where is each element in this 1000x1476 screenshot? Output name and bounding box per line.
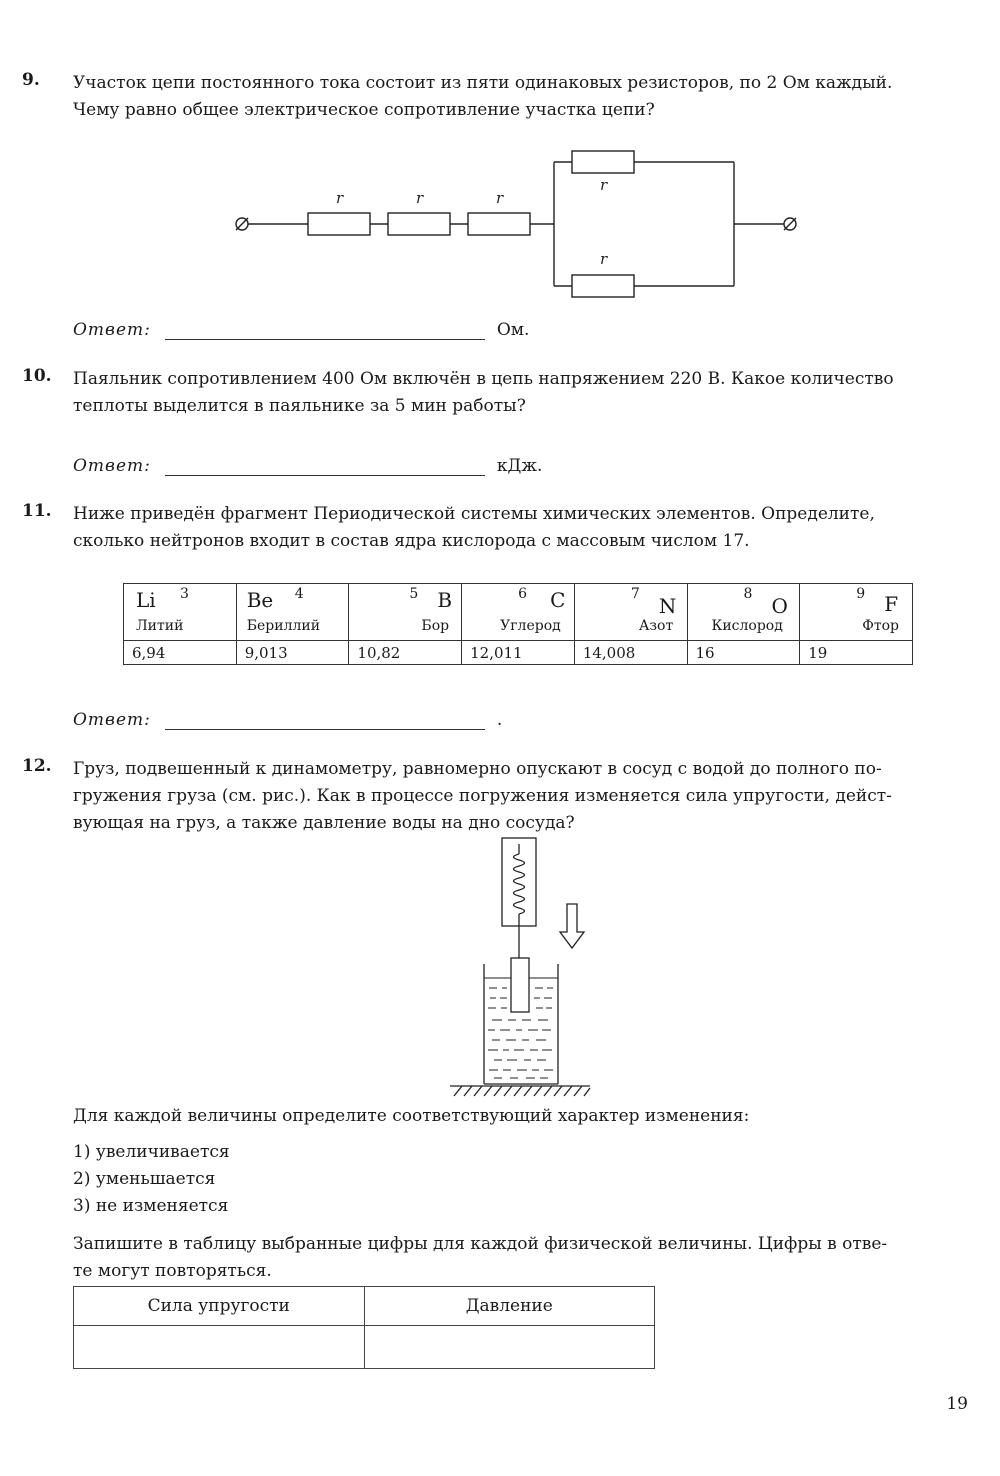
question-10-line-2: теплоты выделится в паяльнике за 5 мин работы? [73, 396, 526, 416]
resistor-2 [388, 213, 450, 235]
question-12-line-1: Груз, подвешенный к динамометру, равномерно опускают в сосуд с водой до полного по- [73, 759, 882, 779]
element-symbol: N [658, 594, 677, 618]
question-9-line-1: Участок цепи постоянного тока состоит из пяти одинаковых резисторов, по 2 Ом каждый. [73, 73, 893, 93]
answer-blank[interactable] [165, 455, 485, 476]
element-cell-c [462, 584, 575, 665]
answer-cell-elastic-force[interactable] [74, 1326, 365, 1369]
question-10-answer [73, 446, 542, 476]
question-12-line-2: гружения груза (см. рис.). Как в процессе погружения изменяется сила упругости, дейст- [73, 786, 892, 806]
element-cell-n [574, 584, 687, 665]
element-mass: 10,82 [349, 640, 461, 664]
question-10-line-1: Паяльник сопротивлением 400 Ом включён в цепь напряжением 220 В. Какое количество [73, 369, 894, 389]
element-name: Фтор [862, 618, 899, 634]
option-1: 1) увеличивается [73, 1142, 230, 1162]
answer-blank[interactable] [165, 319, 485, 340]
down-arrow-icon [560, 904, 584, 948]
resistor-1 [308, 213, 370, 235]
resistor-4 [572, 151, 634, 173]
page-number: 19 [946, 1394, 968, 1414]
element-cell-b [349, 584, 462, 665]
resistor-1-label: r [336, 189, 344, 207]
question-11-text [73, 501, 973, 555]
element-number: 4 [294, 586, 304, 602]
element-cell-f [800, 584, 913, 665]
spring [514, 854, 525, 914]
question-9-line-2: Чему равно общее электрическое сопротивление участка цепи? [73, 100, 655, 120]
element-number: 8 [743, 586, 753, 602]
element-symbol: B [437, 588, 453, 612]
header-pressure: Давление [364, 1287, 655, 1326]
element-mass: 19 [800, 640, 912, 664]
question-9-text [73, 70, 973, 124]
answer-unit: кДж. [496, 456, 543, 476]
resistor-5 [572, 275, 634, 297]
element-mass: 14,008 [575, 640, 687, 664]
resistor-2-label: r [416, 189, 424, 207]
dynamometer-figure [440, 834, 600, 1100]
table-instruction [73, 1231, 973, 1285]
question-9-number: 9. [22, 70, 40, 90]
element-symbol: F [884, 592, 899, 616]
element-mass: 12,011 [462, 640, 574, 664]
answer-label: Ответ: [73, 710, 151, 730]
table-instruction-line-1: Запишите в таблицу выбранные цифры для каждой физической величины. Цифры в отве- [73, 1234, 888, 1254]
question-12-line-3: вующая на груз, а также давление воды на дно сосуда? [73, 813, 575, 833]
question-11-line-1: Ниже приведён фрагмент Периодической системы химических элементов. Определите, [73, 504, 875, 524]
question-11-line-2: сколько нейтронов входит в состав ядра кислорода с массовым числом 17. [73, 531, 750, 551]
element-cell-be [236, 584, 349, 665]
option-3: 3) не изменяется [73, 1196, 229, 1216]
resistor-5-label: r [600, 250, 608, 268]
resistor-3 [468, 213, 530, 235]
element-name: Литий [136, 618, 184, 634]
resistor-4-label: r [600, 176, 608, 194]
element-number: 6 [518, 586, 528, 602]
element-name: Бор [421, 618, 450, 634]
table-instruction-line-2: те могут повторяться. [73, 1261, 272, 1281]
element-cell-li [124, 584, 237, 665]
element-symbol: O [771, 594, 788, 618]
question-11-number: 11. [22, 501, 52, 521]
answer-unit: Ом. [496, 320, 530, 340]
element-number: 5 [409, 586, 419, 602]
question-11-answer [73, 700, 502, 730]
question-12-number: 12. [22, 756, 52, 776]
element-name: Углерод [500, 618, 561, 634]
instruction-text: Для каждой величины определите соответствующий характер изменения: [73, 1106, 750, 1126]
element-number: 9 [856, 586, 866, 602]
option-2: 2) уменьшается [73, 1169, 216, 1189]
element-symbol: C [550, 588, 566, 612]
periodic-table-fragment [123, 583, 913, 665]
question-10-text [73, 366, 973, 420]
answer-table [73, 1286, 655, 1369]
element-mass: 9,013 [237, 640, 349, 664]
element-number: 7 [630, 586, 640, 602]
element-cell-o [687, 584, 800, 665]
answer-unit: . [496, 710, 503, 730]
header-elastic-force: Сила упругости [74, 1287, 365, 1326]
question-12-text [73, 756, 973, 837]
element-mass: 16 [688, 640, 800, 664]
circuit-diagram [220, 140, 820, 310]
answer-cell-pressure[interactable] [364, 1326, 655, 1369]
element-number: 3 [180, 586, 189, 602]
answer-label: Ответ: [73, 456, 151, 476]
element-symbol: Be [246, 588, 274, 612]
element-name: Бериллий [246, 618, 321, 634]
element-symbol: Li [136, 588, 156, 612]
resistor-3-label: r [496, 189, 504, 207]
answer-label: Ответ: [73, 320, 151, 340]
element-name: Кислород [711, 618, 783, 634]
answer-blank[interactable] [165, 709, 485, 730]
element-name: Азот [638, 618, 674, 634]
weight-block [511, 958, 529, 1012]
question-10-number: 10. [22, 366, 52, 386]
element-mass: 6,94 [124, 640, 236, 664]
question-9-answer [73, 310, 529, 340]
